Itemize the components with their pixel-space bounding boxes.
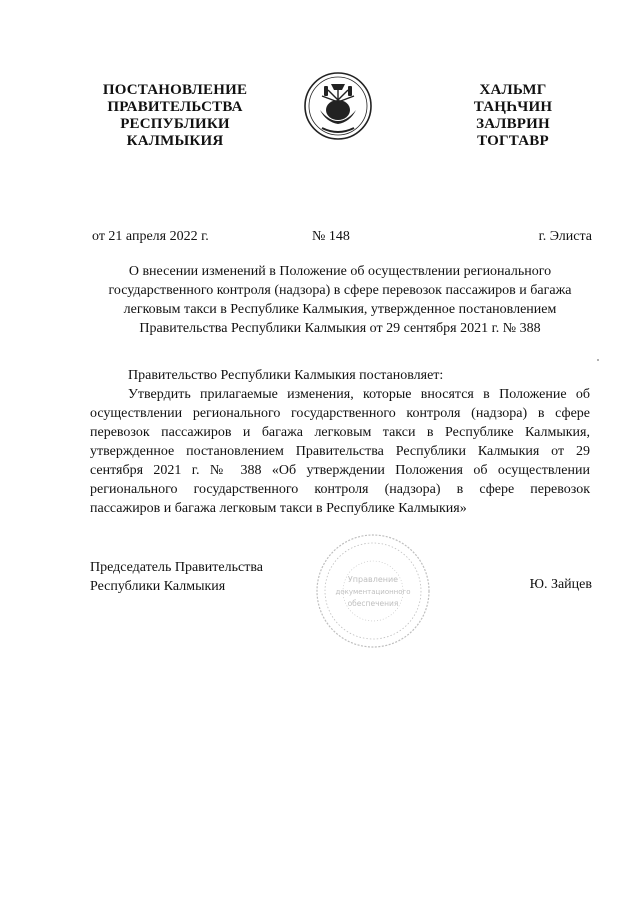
org-name-line: ПРАВИТЕЛЬСТВА bbox=[107, 99, 243, 115]
signer-position-line: Председатель Правительства bbox=[90, 560, 263, 575]
title-line: Правительства Республики Калмыкия от 29 сентября 2021 г. № 388 bbox=[139, 321, 541, 336]
document-body bbox=[90, 366, 590, 518]
body-line: пассажиров и багажа легковым такси в Республике Калмыкия» bbox=[90, 501, 467, 516]
document-number: № 148 bbox=[312, 229, 350, 244]
coat-of-arms-icon bbox=[302, 70, 374, 142]
scan-artifact bbox=[597, 359, 599, 361]
org-name-line: КАЛМЫКИЯ bbox=[126, 133, 224, 149]
body-line: регионального государственного контроля (надзора) в сфере перевозок bbox=[90, 482, 590, 497]
org-name-kalmyk bbox=[448, 82, 578, 150]
body-line: перевозок пассажиров и багажа легковым такси в Республике Калмыкия, bbox=[90, 425, 590, 440]
official-stamp-icon bbox=[314, 532, 432, 650]
org-name-line: ТАҢҺЧИН bbox=[473, 99, 553, 115]
stamp-text-line: Управление bbox=[347, 575, 399, 584]
title-line: государственного контроля (надзора) в сфере перевозок пассажиров и багажа bbox=[108, 283, 572, 298]
org-name-russian bbox=[95, 82, 255, 150]
title-line: О внесении изменений в Положение об осуществлении регионального bbox=[128, 264, 552, 279]
body-line: осуществлении регионального государственного контроля (надзора) в сфере bbox=[90, 406, 590, 421]
document-title bbox=[90, 262, 590, 338]
org-name-line: ТОГТАВР bbox=[477, 133, 549, 149]
org-name-line: ХАЛЬМГ bbox=[479, 82, 547, 98]
signer-position-line: Республики Калмыкия bbox=[90, 579, 226, 594]
signer-position bbox=[90, 558, 263, 596]
signer-name: Ю. Зайцев bbox=[529, 577, 592, 592]
title-line: легковым такси в Республике Калмыкия, утвержденное постановлением bbox=[123, 302, 557, 317]
org-name-line: РЕСПУБЛИКИ bbox=[120, 116, 230, 132]
org-name-line: ПОСТАНОВЛЕНИЕ bbox=[102, 82, 248, 98]
body-line: Утвердить прилагаемые изменения, которые вносятся в Положение об bbox=[128, 387, 590, 402]
stamp-text-line: обеспечения bbox=[347, 599, 399, 608]
org-name-line: ЗАЛВРИН bbox=[476, 116, 550, 132]
preamble: Правительство Республики Калмыкия постановляет: bbox=[128, 368, 444, 383]
body-line: сентября 2021 г. № 388 «Об утверждении Положения об осуществлении bbox=[90, 463, 590, 478]
document-city: г. Элиста bbox=[538, 229, 592, 244]
stamp-text-line: документационного bbox=[335, 588, 411, 596]
body-line: утвержденное постановлением Правительства Республики Калмыкия от 29 bbox=[90, 444, 590, 459]
document-date: от 21 апреля 2022 г. bbox=[92, 229, 209, 244]
